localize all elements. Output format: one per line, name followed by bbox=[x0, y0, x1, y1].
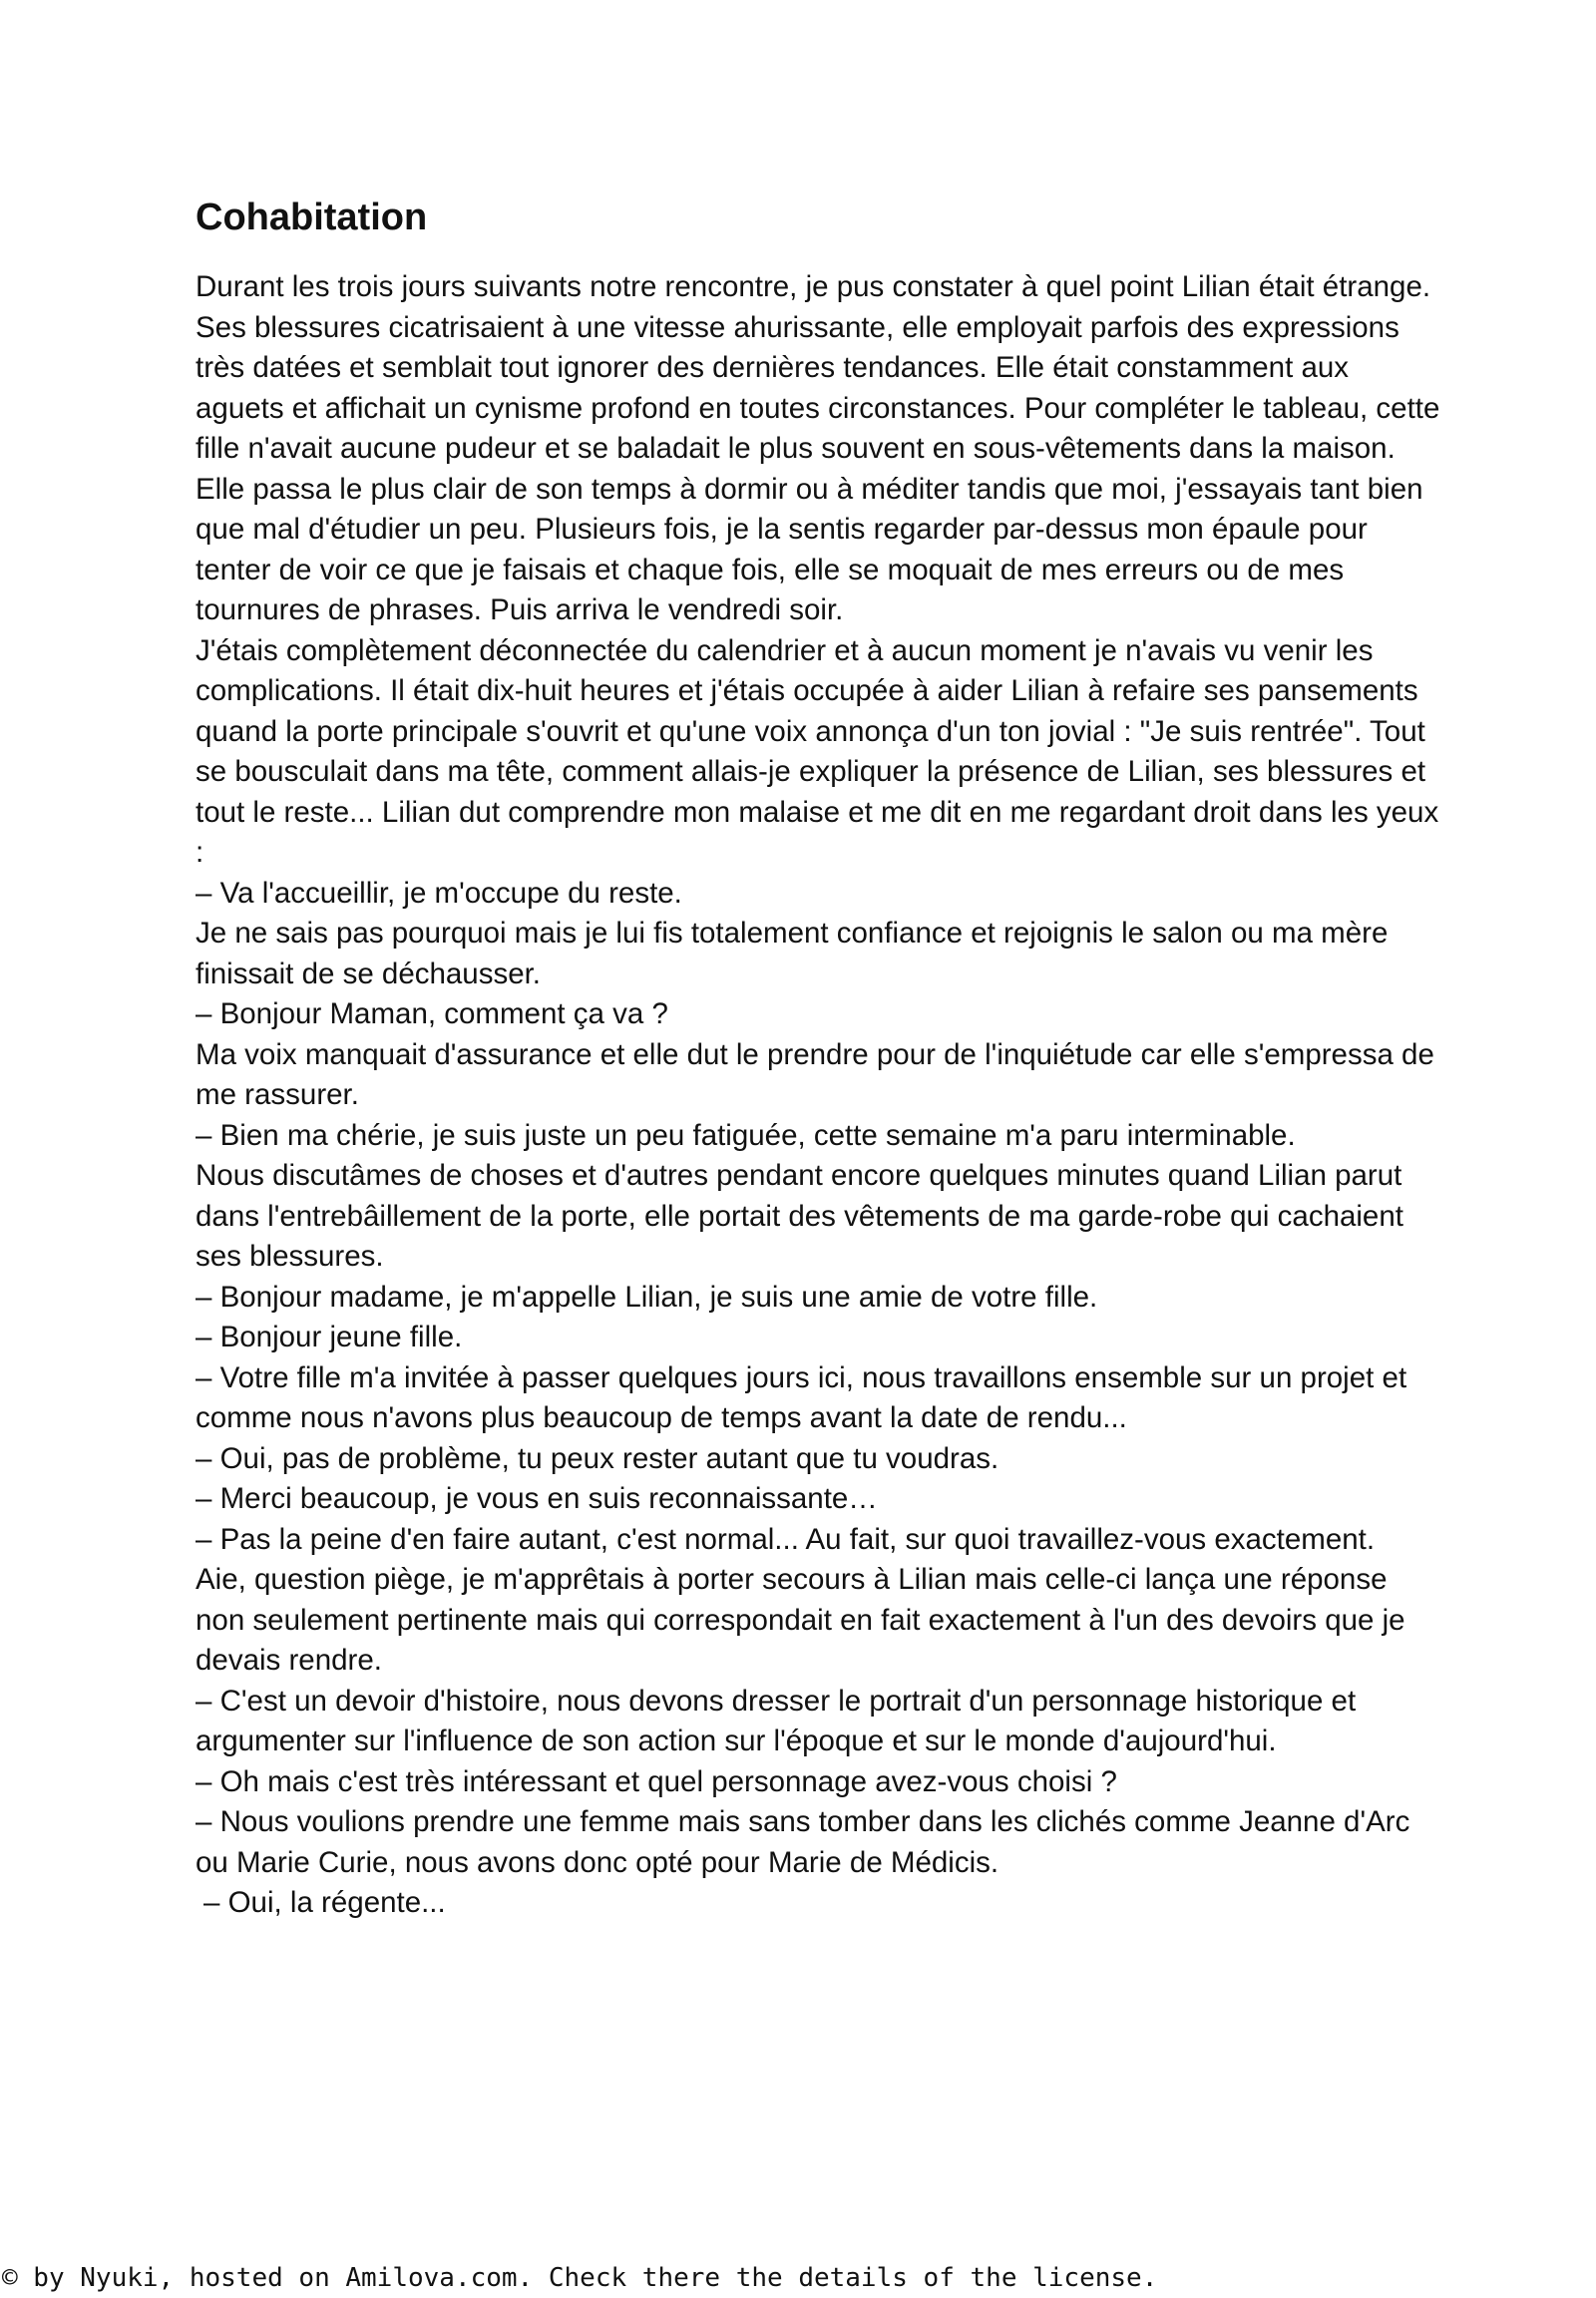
dialogue-line: – Bonjour Maman, comment ça va ? bbox=[196, 997, 668, 1030]
paragraph: J'étais complètement déconnectée du calendrier et à aucun moment je n'avais vu venir les complications. Il était dix-huit heures et j'étais occupée à aider Lilian à refaire ses pansements quand la porte principale s'ouvrit et qu'une voix annonça d'un ton jovial : "Je suis rentrée". Tout se bousculait dans ma tête, comment allais-je expliquer la présence de Lilian, ses blessures et tout le reste... Lilian dut comprendre mon malaise et me dit en me regardant droit dans les yeux : bbox=[196, 633, 1439, 869]
dialogue-line: – Pas la peine d'en faire autant, c'est normal... Au fait, sur quoi travaillez-vous exactement. bbox=[196, 1522, 1376, 1556]
dialogue-line: – Votre fille m'a invitée à passer quelques jours ici, nous travaillons ensemble sur un projet et comme nous n'avons plus beaucoup de temps avant la date de rendu... bbox=[196, 1360, 1407, 1434]
paragraph: Durant les trois jours suivants notre rencontre, je pus constater à quel point Lilian était étrange. Ses blessures cicatrisaient à une vitesse ahurissante, elle employait parfois des expressions très datées et semblait tout ignorer des dernières tendances. Elle était constamment aux aguets et affichait un cynisme profond en toutes circonstances. Pour compléter le tableau, cette fille n'avait aucune pudeur et se baladait le plus souvent en sous-vêtements dans la maison. Elle passa le plus clair de son temps à dormir ou à méditer tandis que moi, j'essayais tant bien que mal d'étudier un peu. Plusieurs fois, je la sentis regarder par-dessus mon épaule pour tenter de voir ce que je faisais et chaque fois, elle se moquait de mes erreurs ou de mes tournures de phrases. Puis arriva le vendredi soir. bbox=[196, 270, 1440, 626]
paragraph: Aie, question piège, je m'apprêtais à porter secours à Lilian mais celle-ci lança une réponse non seulement pertinente mais qui correspondait en fait exactement à l'un des devoirs que je devais rendre. bbox=[196, 1563, 1405, 1677]
dialogue-line: – Oui, pas de problème, tu peux rester autant que tu voudras. bbox=[196, 1441, 999, 1475]
dialogue-line: – Bonjour madame, je m'appelle Lilian, je suis une amie de votre fille. bbox=[196, 1280, 1098, 1314]
dialogue-line: – Bien ma chérie, je suis juste un peu fatiguée, cette semaine m'a paru interminable. bbox=[196, 1118, 1296, 1152]
paragraph: Je ne sais pas pourquoi mais je lui fis totalement confiance et rejoignis le salon ou ma mère finissait de se déchausser. bbox=[196, 917, 1389, 990]
dialogue-line: – Oui, la régente... bbox=[203, 1886, 446, 1919]
dialogue-line: – Oh mais c'est très intéressant et quel personnage avez-vous choisi ? bbox=[196, 1764, 1117, 1798]
chapter-title: Cohabitation bbox=[196, 196, 428, 238]
dialogue-line: – Merci beaucoup, je vous en suis reconnaissante… bbox=[196, 1482, 878, 1515]
paragraph: Ma voix manquait d'assurance et elle dut le prendre pour de l'inquiétude car elle s'empressa de me rassurer. bbox=[196, 1037, 1434, 1111]
dialogue-line: – C'est un devoir d'histoire, nous devons dresser le portrait d'un personnage historique et argumenter sur l'influence de son action sur l'époque et sur le monde d'aujourd'hui. bbox=[196, 1684, 1357, 1757]
dialogue-line: – Bonjour jeune fille. bbox=[196, 1321, 463, 1353]
dialogue-line: – Va l'accueillir, je m'occupe du reste. bbox=[196, 876, 682, 910]
document-body bbox=[196, 190, 1442, 1924]
dialogue-line: – Nous voulions prendre une femme mais sans tomber dans les clichés comme Jeanne d'Arc ou Marie Curie, nous avons donc opté pour Marie de Médicis. bbox=[196, 1805, 1410, 1879]
paragraph: Nous discutâmes de choses et d'autres pendant encore quelques minutes quand Lilian parut dans l'entrebâillement de la porte, elle portait des vêtements de ma garde-robe qui cachaient ses blessures. bbox=[196, 1159, 1403, 1273]
license-footer: © by Nyuki, hosted on Amilova.com. Check there the details of the license. bbox=[2, 2263, 1158, 2293]
